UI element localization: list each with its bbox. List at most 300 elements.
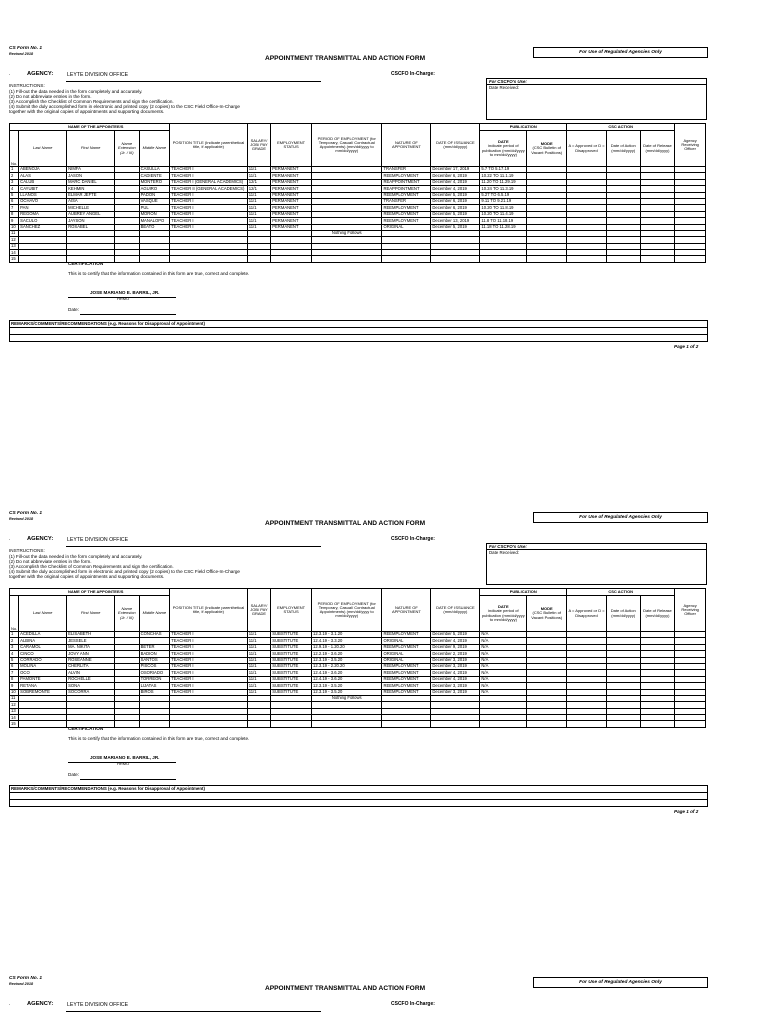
first-name-cell[interactable]: JESSELE bbox=[67, 638, 115, 644]
row-number[interactable]: 15 bbox=[10, 256, 19, 262]
instruction-item: (2) Do not abbreviate entries in the form. bbox=[9, 559, 92, 564]
last-name-cell[interactable]: RETANA bbox=[19, 683, 67, 689]
middle-name-cell[interactable]: PISCOS bbox=[139, 663, 170, 669]
row-number[interactable]: 2 bbox=[10, 638, 19, 644]
col-agency-receiving: Agency Receiving Officer bbox=[675, 589, 706, 632]
row-number[interactable]: 11 bbox=[10, 695, 19, 701]
publication-date-cell[interactable]: N/A bbox=[480, 689, 527, 695]
position-cell[interactable]: TEACHER I bbox=[170, 670, 248, 676]
nature-cell[interactable]: REEMPLOYMENT bbox=[382, 683, 431, 689]
position-cell[interactable]: TEACHER I bbox=[170, 651, 248, 657]
salary-cell[interactable]: 11/1 bbox=[247, 224, 270, 230]
issuance-cell[interactable]: December 6, 2019 bbox=[431, 205, 480, 211]
agency-underline bbox=[66, 1011, 321, 1012]
row-number[interactable]: 5 bbox=[10, 192, 19, 198]
col-publication-mode bbox=[527, 596, 567, 632]
status-cell[interactable]: SUBSTITUTE bbox=[271, 670, 312, 676]
status-cell[interactable]: SUBSTITUTE bbox=[271, 689, 312, 695]
nature-cell[interactable]: REEMPLOYMENT bbox=[382, 218, 431, 224]
row-number[interactable]: 9 bbox=[10, 683, 19, 689]
receiving-officer-cell[interactable] bbox=[675, 256, 706, 262]
action-cell[interactable] bbox=[567, 721, 607, 727]
publication-date-cell[interactable]: 10.22 TO 11.1.19 bbox=[480, 173, 527, 179]
nature-cell[interactable]: REEMPLOYMENT bbox=[382, 192, 431, 198]
cscfo-label: CSCFO In-Charge: bbox=[391, 536, 435, 542]
nature-cell[interactable]: REEMPLOYMENT bbox=[382, 644, 431, 650]
row-number[interactable]: 12 bbox=[10, 237, 19, 243]
period-cell[interactable]: 12.3.19 - 3.5.20 bbox=[312, 657, 382, 663]
col-first-name: First Name bbox=[67, 131, 115, 167]
status-cell[interactable]: PERMANENT bbox=[271, 205, 312, 211]
middle-name-cell[interactable]: BETER bbox=[139, 644, 170, 650]
row-number[interactable]: 14 bbox=[10, 715, 19, 721]
publication-mode-cell[interactable] bbox=[527, 721, 567, 727]
last-name-cell[interactable]: PAN bbox=[19, 205, 67, 211]
form-number: CS Form No. 1 bbox=[9, 511, 43, 516]
row-bullet: . bbox=[9, 536, 11, 542]
period-cell[interactable]: 12.2.19 - 3.6.20 bbox=[312, 651, 382, 657]
row-number[interactable]: 12 bbox=[10, 702, 19, 708]
remarks-line[interactable] bbox=[10, 800, 707, 806]
row-number[interactable]: 5 bbox=[10, 657, 19, 663]
instructions-heading: INSTRUCTIONS: bbox=[9, 83, 45, 88]
nature-cell[interactable]: REEMPLOYMENT bbox=[382, 676, 431, 682]
publication-date-cell[interactable]: N/A bbox=[480, 663, 527, 669]
status-cell[interactable]: PERMANENT bbox=[271, 224, 312, 230]
instruction-item: (4) Submit the duly accomplished form in electronic and printed copy (2 copies) to the CSC Field Office-In-Charge bbox=[9, 569, 240, 574]
salary-cell[interactable]: 11/1 bbox=[247, 670, 270, 676]
publication-date-cell[interactable]: N/A bbox=[480, 638, 527, 644]
publication-date-cell[interactable]: 5.27 TO 6.5.19 bbox=[480, 192, 527, 198]
period-cell[interactable]: 12.3.19 - 3.5.20 bbox=[312, 683, 382, 689]
salary-cell[interactable] bbox=[247, 721, 270, 727]
form-title: APPOINTMENT TRANSMITTAL AND ACTION FORM bbox=[265, 55, 426, 62]
salary-cell[interactable]: 12/1 bbox=[247, 186, 270, 192]
position-cell[interactable]: TEACHER I bbox=[170, 173, 248, 179]
middle-name-cell[interactable]: BEATO bbox=[139, 224, 170, 230]
middle-name-cell[interactable]: BADION bbox=[139, 651, 170, 657]
position-cell[interactable]: TEACHER I bbox=[170, 638, 248, 644]
status-cell[interactable]: SUBSTITUTE bbox=[271, 657, 312, 663]
salary-cell[interactable]: 11/1 bbox=[247, 644, 270, 650]
col-status: EMPLOYMENT STATUS bbox=[271, 124, 312, 167]
name-extension-cell[interactable] bbox=[115, 256, 139, 262]
publication-date-cell[interactable]: 10.20 TO 11.8.19 bbox=[480, 205, 527, 211]
nature-cell[interactable]: REEMPLOYMENT bbox=[382, 632, 431, 638]
publication-date-cell[interactable]: 10.24 TO 11.3.19 bbox=[480, 186, 527, 192]
period-cell[interactable]: 12.4.19 - 3.6.20 bbox=[312, 670, 382, 676]
remarks-line[interactable] bbox=[10, 328, 707, 335]
row-number[interactable]: 4 bbox=[10, 186, 19, 192]
agency-value[interactable]: LEYTE DIVISION OFFICE bbox=[67, 1002, 129, 1008]
nature-cell[interactable]: TRANSFER bbox=[382, 167, 431, 173]
first-name-cell[interactable]: ROSABEL bbox=[67, 224, 115, 230]
issuance-cell[interactable]: December 3, 2019 bbox=[431, 657, 480, 663]
agency-label: AGENCY: bbox=[27, 1001, 54, 1007]
cscfo-receipt-box bbox=[486, 78, 707, 120]
position-cell[interactable]: TEACHER I bbox=[170, 211, 248, 217]
position-cell[interactable]: TEACHER I bbox=[170, 167, 248, 173]
row-number[interactable]: 8 bbox=[10, 211, 19, 217]
publication-date-cell[interactable]: 11.18 TO 11.28.19 bbox=[480, 224, 527, 230]
signatory-name: JOSE MARIANO E. BARRIL, JR. bbox=[90, 290, 160, 295]
first-name-cell[interactable]: MA. NIKITA bbox=[67, 644, 115, 650]
first-name-cell[interactable]: ELMAR JEFTE bbox=[67, 192, 115, 198]
last-name-cell[interactable]: OCHAVO bbox=[19, 198, 67, 204]
nature-cell[interactable]: TRANSFER bbox=[382, 198, 431, 204]
last-name-cell[interactable]: ACEDILLA bbox=[19, 632, 67, 638]
last-name-cell[interactable] bbox=[19, 256, 67, 262]
last-name-cell[interactable]: ALAS bbox=[19, 173, 67, 179]
col-date-release: Date of Release (mm/dd/yyyy) bbox=[640, 131, 675, 167]
certification-heading: CERTIFICATION bbox=[68, 726, 104, 731]
col-agency-receiving: Agency Receiving Officer bbox=[675, 124, 706, 167]
period-cell[interactable]: 12.4.19 - 3.3.20 bbox=[312, 638, 382, 644]
row-number[interactable]: 7 bbox=[10, 205, 19, 211]
first-name-cell[interactable]: MARC DANIEL bbox=[67, 179, 115, 185]
col-issuance: DATE OF ISSUANCE (mm/dd/yyyy) bbox=[431, 589, 480, 632]
issuance-cell[interactable] bbox=[431, 721, 480, 727]
issuance-cell[interactable]: December 3, 2019 bbox=[431, 689, 480, 695]
row-number[interactable]: 8 bbox=[10, 676, 19, 682]
period-cell[interactable]: 12.4.19 - 3.6.20 bbox=[312, 676, 382, 682]
salary-cell[interactable]: 11/1 bbox=[247, 663, 270, 669]
issuance-cell[interactable] bbox=[431, 256, 480, 262]
issuance-cell[interactable]: December 4, 2019 bbox=[431, 670, 480, 676]
status-cell[interactable]: SUBSTITUTE bbox=[271, 651, 312, 657]
action-cell[interactable] bbox=[567, 256, 607, 262]
cscfo-use-label: For CSCFO's Use: bbox=[487, 79, 706, 85]
position-cell[interactable]: TEACHER I bbox=[170, 198, 248, 204]
first-name-cell[interactable]: ROCHELLE bbox=[67, 676, 115, 682]
row-number[interactable]: 9 bbox=[10, 218, 19, 224]
nature-cell[interactable]: ORIGINAL bbox=[382, 657, 431, 663]
status-cell[interactable]: PERMANENT bbox=[271, 186, 312, 192]
first-name-cell[interactable]: AUBREY ANGEL bbox=[67, 211, 115, 217]
first-name-cell[interactable]: ELISABETH bbox=[67, 632, 115, 638]
status-cell[interactable]: SUBSTITUTE bbox=[271, 663, 312, 669]
salary-cell[interactable]: 11/1 bbox=[247, 632, 270, 638]
nature-cell[interactable]: REEMPLOYMENT bbox=[382, 689, 431, 695]
last-name-cell[interactable]: OCO bbox=[19, 670, 67, 676]
position-cell[interactable]: TEACHER II (GENERAL ACADEMICS) bbox=[170, 186, 248, 192]
status-cell[interactable]: PERMANENT bbox=[271, 218, 312, 224]
form-revision: Revised 2018 bbox=[9, 982, 34, 986]
issuance-cell[interactable]: December 3, 2019 bbox=[431, 683, 480, 689]
nature-cell[interactable] bbox=[382, 721, 431, 727]
date-line bbox=[80, 314, 176, 315]
middle-name-cell[interactable]: MONTERO bbox=[139, 179, 170, 185]
issuance-cell[interactable]: December 5, 2019 bbox=[431, 192, 480, 198]
status-cell[interactable]: SUBSTITUTE bbox=[271, 638, 312, 644]
date-action-cell[interactable] bbox=[606, 721, 640, 727]
nature-cell[interactable]: REAPPOINTMENT bbox=[382, 179, 431, 185]
publication-date-cell[interactable]: 9.11 TO 9.21.19 bbox=[480, 198, 527, 204]
first-name-cell[interactable]: KEHMIN bbox=[67, 186, 115, 192]
middle-name-cell[interactable]: BIROS bbox=[139, 689, 170, 695]
middle-name-cell[interactable]: CASULLA bbox=[139, 167, 170, 173]
middle-name-cell[interactable]: PADON bbox=[139, 192, 170, 198]
nothing-follows[interactable]: Nothing Follows bbox=[312, 695, 382, 701]
first-name-cell[interactable]: JASON bbox=[67, 173, 115, 179]
publication-date-cell[interactable]: N/A bbox=[480, 676, 527, 682]
status-cell[interactable]: PERMANENT bbox=[271, 192, 312, 198]
nature-cell[interactable]: REEMPLOYMENT bbox=[382, 670, 431, 676]
row-number[interactable]: 1 bbox=[10, 167, 19, 173]
position-cell[interactable]: TEACHER I bbox=[170, 218, 248, 224]
salary-cell[interactable]: 11/1 bbox=[247, 173, 270, 179]
position-cell[interactable]: TEACHER I bbox=[170, 657, 248, 663]
col-no: No. bbox=[10, 131, 19, 167]
row-number[interactable]: 13 bbox=[10, 708, 19, 714]
date-release-cell[interactable] bbox=[640, 721, 675, 727]
period-cell[interactable]: 12.3.19 - 3.1.20 bbox=[312, 632, 382, 638]
period-cell[interactable]: 12.3.19 - 3.5.20 bbox=[312, 689, 382, 695]
issuance-cell[interactable]: December 6, 2019 bbox=[431, 173, 480, 179]
period-cell[interactable]: 12.9.19 - 1.20.20 bbox=[312, 644, 382, 650]
instruction-item: (3) Accomplish the Checklist of Common Requirements and sign the certification. bbox=[9, 564, 174, 569]
cscfo-receipt-box bbox=[486, 543, 707, 585]
position-cell[interactable]: TEACHER I bbox=[170, 676, 248, 682]
remarks-box bbox=[9, 785, 708, 807]
issuance-cell[interactable]: December 2, 2019 bbox=[431, 651, 480, 657]
last-name-cell[interactable]: ABENOJA bbox=[19, 167, 67, 173]
row-number[interactable]: 3 bbox=[10, 179, 19, 185]
last-name-cell[interactable]: SACULO bbox=[19, 218, 67, 224]
publication-date-cell[interactable]: N/A bbox=[480, 657, 527, 663]
salary-cell[interactable]: 11/1 bbox=[247, 167, 270, 173]
last-name-cell[interactable]: PAMONTE bbox=[19, 676, 67, 682]
salary-cell[interactable]: 11/1 bbox=[247, 218, 270, 224]
instruction-item: (4) Submit the duly accomplished form in electronic and printed copy (2 copies) to the CSC Field Office-In-Charge bbox=[9, 104, 240, 109]
issuance-cell[interactable]: December 9, 2019 bbox=[431, 644, 480, 650]
first-name-cell[interactable]: SOCORRA bbox=[67, 689, 115, 695]
first-name-cell[interactable]: JOVY ANN bbox=[67, 651, 115, 657]
col-date-action: Date of Action (mm/dd/yyyy) bbox=[606, 131, 640, 167]
middle-name-cell[interactable]: VASQUE bbox=[139, 198, 170, 204]
publication-mode-cell[interactable] bbox=[527, 256, 567, 262]
status-cell[interactable]: SUBSTITUTE bbox=[271, 632, 312, 638]
last-name-cell[interactable] bbox=[19, 721, 67, 727]
row-number[interactable]: 11 bbox=[10, 230, 19, 236]
agency-label: AGENCY: bbox=[27, 536, 54, 542]
middle-name-cell[interactable]: PUL bbox=[139, 205, 170, 211]
nature-cell[interactable]: REEMPLOYMENT bbox=[382, 205, 431, 211]
position-cell[interactable]: TEACHER I bbox=[170, 205, 248, 211]
salary-cell[interactable]: 11/1 bbox=[247, 211, 270, 217]
issuance-cell[interactable]: December 4, 2019 bbox=[431, 676, 480, 682]
agency-value[interactable]: LEYTE DIVISION OFFICE bbox=[67, 72, 129, 78]
issuance-cell[interactable]: December 5, 2019 bbox=[431, 632, 480, 638]
last-name-cell[interactable]: MOLINA bbox=[19, 663, 67, 669]
salary-cell[interactable]: 11/1 bbox=[247, 638, 270, 644]
last-name-cell[interactable]: CORRADO bbox=[19, 657, 67, 663]
publication-date-cell[interactable]: 10.20 TO 11.4.19 bbox=[480, 211, 527, 217]
position-cell[interactable]: TEACHER I bbox=[170, 224, 248, 230]
publication-date-cell[interactable]: N/A bbox=[480, 644, 527, 650]
certification-text: This is to certify that the information contained in this form are true, correct and complete. bbox=[68, 736, 250, 741]
status-cell[interactable]: PERMANENT bbox=[271, 173, 312, 179]
middle-name-cell[interactable]: SANTOS bbox=[139, 657, 170, 663]
status-cell[interactable]: PERMANENT bbox=[271, 211, 312, 217]
middle-name-cell[interactable]: OSORIADO bbox=[139, 670, 170, 676]
name-extension-cell[interactable] bbox=[115, 721, 139, 727]
col-last-name: Last Name bbox=[19, 596, 67, 632]
publication-date-cell[interactable] bbox=[480, 721, 527, 727]
last-name-cell[interactable]: CINCO bbox=[19, 651, 67, 657]
row-number[interactable]: 10 bbox=[10, 689, 19, 695]
first-name-cell[interactable]: NIMFA bbox=[67, 167, 115, 173]
publication-header: PUBLICATION bbox=[480, 589, 567, 596]
row-number[interactable]: 2 bbox=[10, 173, 19, 179]
publication-date-cell[interactable]: N/A bbox=[480, 651, 527, 657]
page-number: Page 1 of 2 bbox=[674, 809, 699, 814]
period-cell[interactable]: 12.3.19 - 2.20.20 bbox=[312, 663, 382, 669]
issuance-cell[interactable]: December 6, 2019 bbox=[431, 198, 480, 204]
instruction-item: together with the original copies of appointments and supporting documents. bbox=[9, 574, 165, 579]
issuance-cell[interactable]: December 4, 2019 bbox=[431, 186, 480, 192]
middle-name-cell[interactable]: MORON bbox=[139, 211, 170, 217]
salary-cell[interactable]: 12/1 bbox=[247, 179, 270, 185]
publication-date-cell[interactable]: N/A bbox=[480, 683, 527, 689]
last-name-cell[interactable]: CALUB bbox=[19, 179, 67, 185]
salary-cell[interactable]: 11/1 bbox=[247, 657, 270, 663]
position-cell[interactable]: TEACHER I bbox=[170, 663, 248, 669]
row-number[interactable]: 10 bbox=[10, 224, 19, 230]
nature-cell[interactable] bbox=[382, 256, 431, 262]
issuance-cell[interactable]: December 5, 2019 bbox=[431, 211, 480, 217]
remarks-line[interactable] bbox=[10, 335, 707, 341]
date-release-cell[interactable] bbox=[640, 256, 675, 262]
issuance-cell[interactable]: December 5, 2019 bbox=[431, 224, 480, 230]
remarks-line[interactable] bbox=[10, 793, 707, 800]
middle-name-cell[interactable]: LIJATAS bbox=[139, 683, 170, 689]
nature-cell[interactable]: REEMPLOYMENT bbox=[382, 211, 431, 217]
publication-date-cell[interactable]: 5.7 TO 5.17.19 bbox=[480, 167, 527, 173]
position-cell[interactable]: TEACHER I bbox=[170, 683, 248, 689]
nature-cell[interactable]: ORIGINAL bbox=[382, 224, 431, 230]
middle-name-cell[interactable]: CADIENTE bbox=[139, 173, 170, 179]
period-cell[interactable] bbox=[312, 721, 382, 727]
status-cell[interactable]: SUBSTITUTE bbox=[271, 644, 312, 650]
middle-name-cell[interactable]: AGUIRO bbox=[139, 186, 170, 192]
first-name-cell[interactable]: JAYSON bbox=[67, 218, 115, 224]
row-number[interactable]: 15 bbox=[10, 721, 19, 727]
first-name-cell[interactable]: SONA bbox=[67, 683, 115, 689]
status-cell[interactable]: PERMANENT bbox=[271, 198, 312, 204]
period-cell[interactable] bbox=[312, 256, 382, 262]
status-cell[interactable]: PERMANENT bbox=[271, 167, 312, 173]
row-number[interactable]: 6 bbox=[10, 663, 19, 669]
middle-name-cell[interactable]: TORREON bbox=[139, 676, 170, 682]
nature-cell[interactable]: REAPPOINTMENT bbox=[382, 186, 431, 192]
first-name-cell[interactable]: ROSEANNE bbox=[67, 657, 115, 663]
salary-cell[interactable]: 11/1 bbox=[247, 683, 270, 689]
agency-value[interactable]: LEYTE DIVISION OFFICE bbox=[67, 537, 129, 543]
middle-name-cell[interactable]: CONCHAS bbox=[139, 632, 170, 638]
col-salary: SALARY/ JOB/ PAY GRADE bbox=[247, 589, 270, 632]
row-number[interactable]: 1 bbox=[10, 632, 19, 638]
position-cell[interactable]: TEACHER I bbox=[170, 689, 248, 695]
position-cell[interactable]: TEACHER I (GENERAL ACADEMICS) bbox=[170, 179, 248, 185]
first-name-cell[interactable]: CHERLITA bbox=[67, 663, 115, 669]
nature-cell[interactable]: ORIGINAL bbox=[382, 638, 431, 644]
salary-cell[interactable]: 11/1 bbox=[247, 676, 270, 682]
salary-cell[interactable] bbox=[247, 256, 270, 262]
position-cell[interactable] bbox=[170, 721, 248, 727]
nature-cell[interactable]: ORIGINAL bbox=[382, 651, 431, 657]
publication-date-cell[interactable]: N/A bbox=[480, 670, 527, 676]
instruction-item: (2) Do not abbreviate entries in the form. bbox=[9, 94, 92, 99]
publication-date-cell[interactable]: 11.8 TO 11.18.19 bbox=[480, 218, 527, 224]
status-cell[interactable] bbox=[271, 721, 312, 727]
form-title: APPOINTMENT TRANSMITTAL AND ACTION FORM bbox=[265, 520, 426, 527]
signatory-title: HRMO bbox=[117, 296, 130, 301]
salary-cell[interactable]: 11/1 bbox=[247, 198, 270, 204]
last-name-cell[interactable]: SANCHEZ bbox=[19, 224, 67, 230]
issuance-cell[interactable]: December 13, 2019 bbox=[431, 218, 480, 224]
salary-cell[interactable]: 11/1 bbox=[247, 205, 270, 211]
publication-date-cell[interactable]: N/A bbox=[480, 632, 527, 638]
row-number[interactable]: 3 bbox=[10, 644, 19, 650]
middle-name-cell[interactable]: MANALOPO bbox=[139, 218, 170, 224]
col-name-extension: Name Extension (Jr. / III) bbox=[115, 596, 139, 632]
last-name-cell[interactable]: CARAMOL bbox=[19, 644, 67, 650]
first-name-cell[interactable]: ALVIN bbox=[67, 670, 115, 676]
position-cell[interactable] bbox=[170, 256, 248, 262]
row-number[interactable]: 4 bbox=[10, 651, 19, 657]
date-label: Date: bbox=[68, 772, 79, 777]
first-name-cell[interactable]: AISA bbox=[67, 198, 115, 204]
nature-cell[interactable]: REEMPLOYMENT bbox=[382, 663, 431, 669]
row-number[interactable]: 13 bbox=[10, 243, 19, 249]
position-cell[interactable]: TEACHER I bbox=[170, 192, 248, 198]
last-name-cell[interactable]: ALBINA bbox=[19, 638, 67, 644]
issuance-cell[interactable]: December 17, 2019 bbox=[431, 167, 480, 173]
last-name-cell[interactable]: REGOMA bbox=[19, 211, 67, 217]
salary-cell[interactable]: 11/1 bbox=[247, 651, 270, 657]
last-name-cell[interactable]: CAYUBIT bbox=[19, 186, 67, 192]
row-number[interactable]: 14 bbox=[10, 250, 19, 256]
status-cell[interactable]: PERMANENT bbox=[271, 179, 312, 185]
salary-cell[interactable]: 11/1 bbox=[247, 689, 270, 695]
row-number[interactable]: 7 bbox=[10, 670, 19, 676]
last-name-cell[interactable]: SOBREMONTE bbox=[19, 689, 67, 695]
position-cell[interactable]: TEACHER I bbox=[170, 644, 248, 650]
middle-name-cell[interactable] bbox=[139, 256, 170, 262]
receiving-officer-cell[interactable] bbox=[675, 721, 706, 727]
issuance-cell[interactable]: December 4, 2019 bbox=[431, 638, 480, 644]
issuance-cell[interactable]: December 4, 2019 bbox=[431, 179, 480, 185]
status-cell[interactable]: SUBSTITUTE bbox=[271, 676, 312, 682]
nothing-follows[interactable]: Nothing Follows bbox=[312, 230, 382, 236]
status-cell[interactable] bbox=[271, 256, 312, 262]
row-number[interactable]: 6 bbox=[10, 198, 19, 204]
publication-date-cell[interactable]: 11.20 TO 11.29.19 bbox=[480, 179, 527, 185]
middle-name-cell[interactable] bbox=[139, 721, 170, 727]
salary-cell[interactable]: 11/1 bbox=[247, 192, 270, 198]
col-first-name: First Name bbox=[67, 596, 115, 632]
nature-cell[interactable]: REEMPLOYMENT bbox=[382, 173, 431, 179]
date-action-cell[interactable] bbox=[606, 256, 640, 262]
publication-date-cell[interactable] bbox=[480, 256, 527, 262]
status-cell[interactable]: SUBSTITUTE bbox=[271, 683, 312, 689]
first-name-cell[interactable]: MICHELLE bbox=[67, 205, 115, 211]
last-name-cell[interactable]: LLANOS bbox=[19, 192, 67, 198]
issuance-cell[interactable]: December 3, 2019 bbox=[431, 663, 480, 669]
position-cell[interactable]: TEACHER I bbox=[170, 632, 248, 638]
appointees-header: NAME OF THE APPOINTEE/S bbox=[10, 589, 170, 596]
